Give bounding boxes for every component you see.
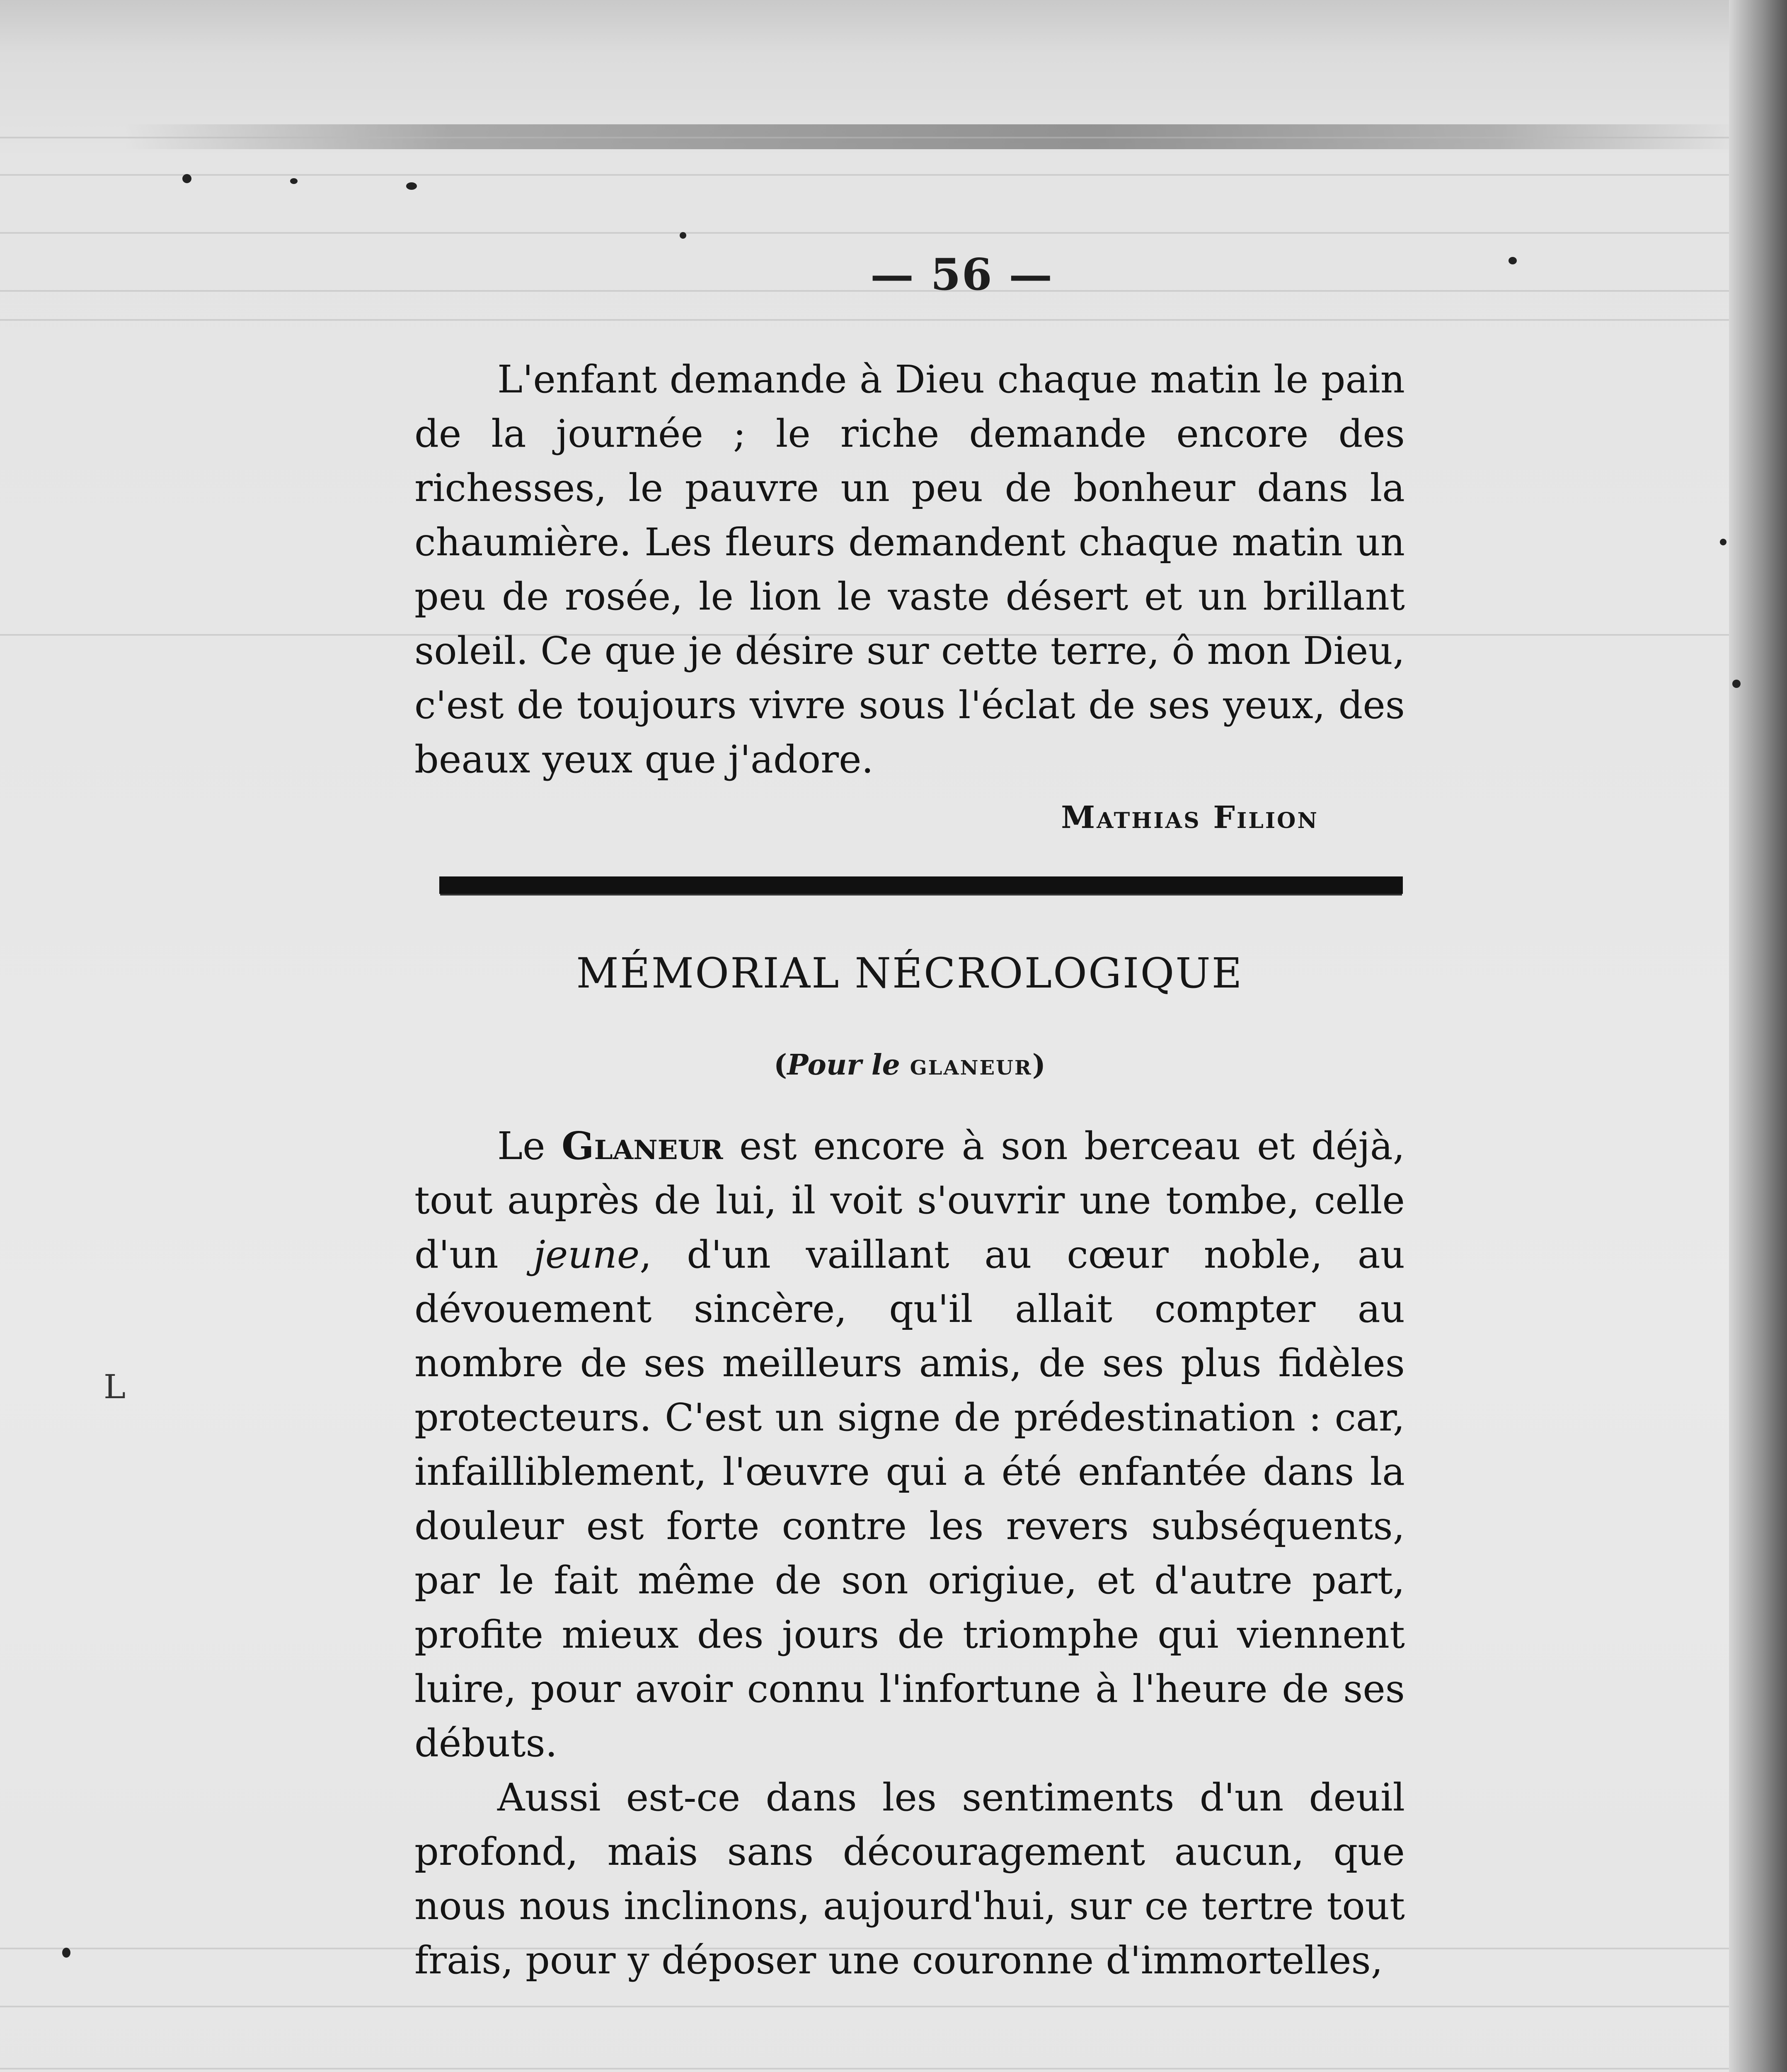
subtitle-open-paren: ( (774, 1048, 787, 1082)
p1-start: Le (497, 1124, 562, 1168)
p1-text-a: est encore à son berceau et déjà, tout auprès de lui, il voit s'ouvrir une tombe, celle d'un (414, 1124, 1405, 1277)
author-signature: Mathias Filion (1061, 800, 1319, 835)
page-number: — 56 — (870, 249, 1053, 300)
subtitle-close-paren: ) (1032, 1048, 1046, 1082)
subtitle-italic: Pour le (787, 1048, 900, 1082)
memorial-paragraph-2: Aussi est-ce dans les sentiments d'un deuil profond, mais sans découragement aucun, que nous nous inclinons, aujourd'hui, sur ce tertre tout frais, pour y déposer une couronne d'immortelles, (414, 1775, 1405, 1982)
ink-speck (406, 182, 417, 190)
p1-text-b: , d'un vaillant au cœur noble, au dévouement sincère, qu'il allait compter au nombre de ses meilleurs amis, de ses plus fidèles protecteurs. C'est un signe de prédestination : car, infailliblement, l'œuvre qui a été enfantée dans la douleur est forte contre les revers subséquents, par le fait même de son origiue, et d'autre part, profite mieux des jours de triomphe qui viennent luire, pour avoir connu l'infortune à l'heure de ses débuts. (414, 1232, 1405, 1765)
poem-section (414, 352, 1405, 787)
subtitle-glaneur: glaneur (910, 1048, 1032, 1082)
ink-speck (680, 232, 686, 239)
ruling-line (0, 319, 1787, 321)
section-subtitle (414, 1048, 1405, 1082)
ink-speck (62, 1948, 70, 1958)
page-edge-shadow (1729, 0, 1787, 2072)
poem-paragraph: L'enfant demande à Dieu chaque matin le pain de la journée ; le riche demande encore des richesses, le pauvre un peu de bonheur dans la chaumière. Les fleurs demandent chaque matin un peu de rosée, le lion le vaste désert et un brillant soleil. Ce que je désire sur cette terre, ô mon Dieu, c'est de toujours vivre sous l'éclat de ses yeux, des beaux yeux que j'adore. (414, 357, 1405, 782)
margin-pencil-mark: L (104, 1368, 126, 1406)
glaneur-name: Glaneur (562, 1123, 723, 1168)
section-title: MÉMORIAL NÉCROLOGIQUE (576, 949, 1243, 997)
ruling-line (0, 137, 1787, 138)
memorial-body (414, 1119, 1405, 1987)
ink-speck (290, 178, 298, 184)
ruling-line (0, 2068, 1787, 2070)
section-divider (439, 876, 1403, 894)
ink-speck (182, 174, 191, 183)
ink-speck (1509, 257, 1517, 264)
ruling-line (0, 174, 1787, 176)
ruling-line (0, 2006, 1787, 2007)
ruling-line (0, 232, 1787, 234)
ink-speck (1732, 680, 1741, 688)
jeune-emphasis: jeune (533, 1232, 640, 1277)
ink-speck (1720, 539, 1726, 545)
memorial-paragraph-1 (414, 1119, 1405, 1770)
